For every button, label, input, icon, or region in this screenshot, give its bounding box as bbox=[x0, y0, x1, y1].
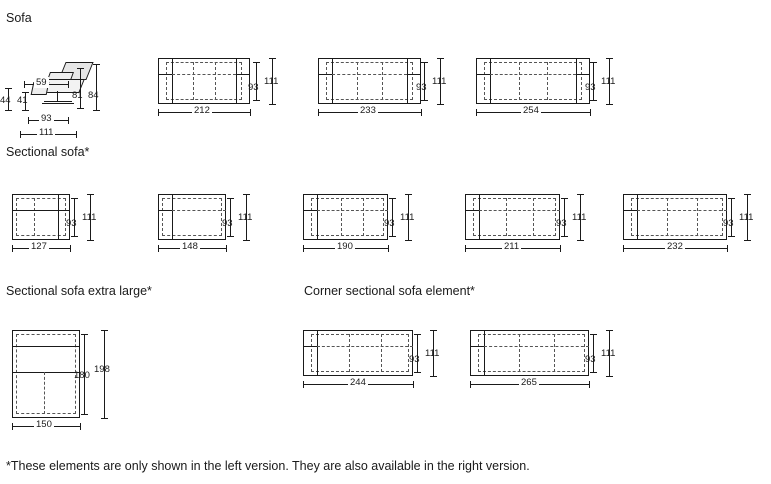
perspective-chair-drawing bbox=[18, 62, 104, 112]
plan-sectional-xl-150 bbox=[12, 330, 80, 418]
plan-sectional-148 bbox=[158, 194, 226, 240]
section-title-sectional-sofa: Sectional sofa* bbox=[6, 145, 90, 159]
drawing-sheet: Sofa Sectional sofa* Sectional sofa extra large* Corner sectional sofa element* 59 44 41 81 84 93 111 212 93 111 233 93 111 254 93 111 127 93 111 148 93 111 190 93 111 211 93 111 232 93 111 150 180 198 244 93 111 265 93 111 *These elements are only shown in the left version. They are also available in the right version. bbox=[0, 11, 754, 473]
plan-sofa-212 bbox=[158, 58, 250, 104]
plan-corner-265 bbox=[470, 330, 589, 376]
plan-sofa-233 bbox=[318, 58, 421, 104]
section-title-sectional-sofa-extra-large: Sectional sofa extra large* bbox=[6, 284, 152, 298]
plan-sectional-190 bbox=[303, 194, 388, 240]
plan-sectional-232 bbox=[623, 194, 727, 240]
plan-corner-244 bbox=[303, 330, 413, 376]
plan-sectional-127 bbox=[12, 194, 70, 240]
plan-sectional-211 bbox=[465, 194, 560, 240]
section-title-sofa: Sofa bbox=[6, 11, 32, 25]
plan-sofa-254 bbox=[476, 58, 590, 104]
footnote-text: *These elements are only shown in the left version. They are also available in the right version. bbox=[6, 459, 530, 473]
section-title-corner-sectional-sofa-element: Corner sectional sofa element* bbox=[304, 284, 475, 298]
